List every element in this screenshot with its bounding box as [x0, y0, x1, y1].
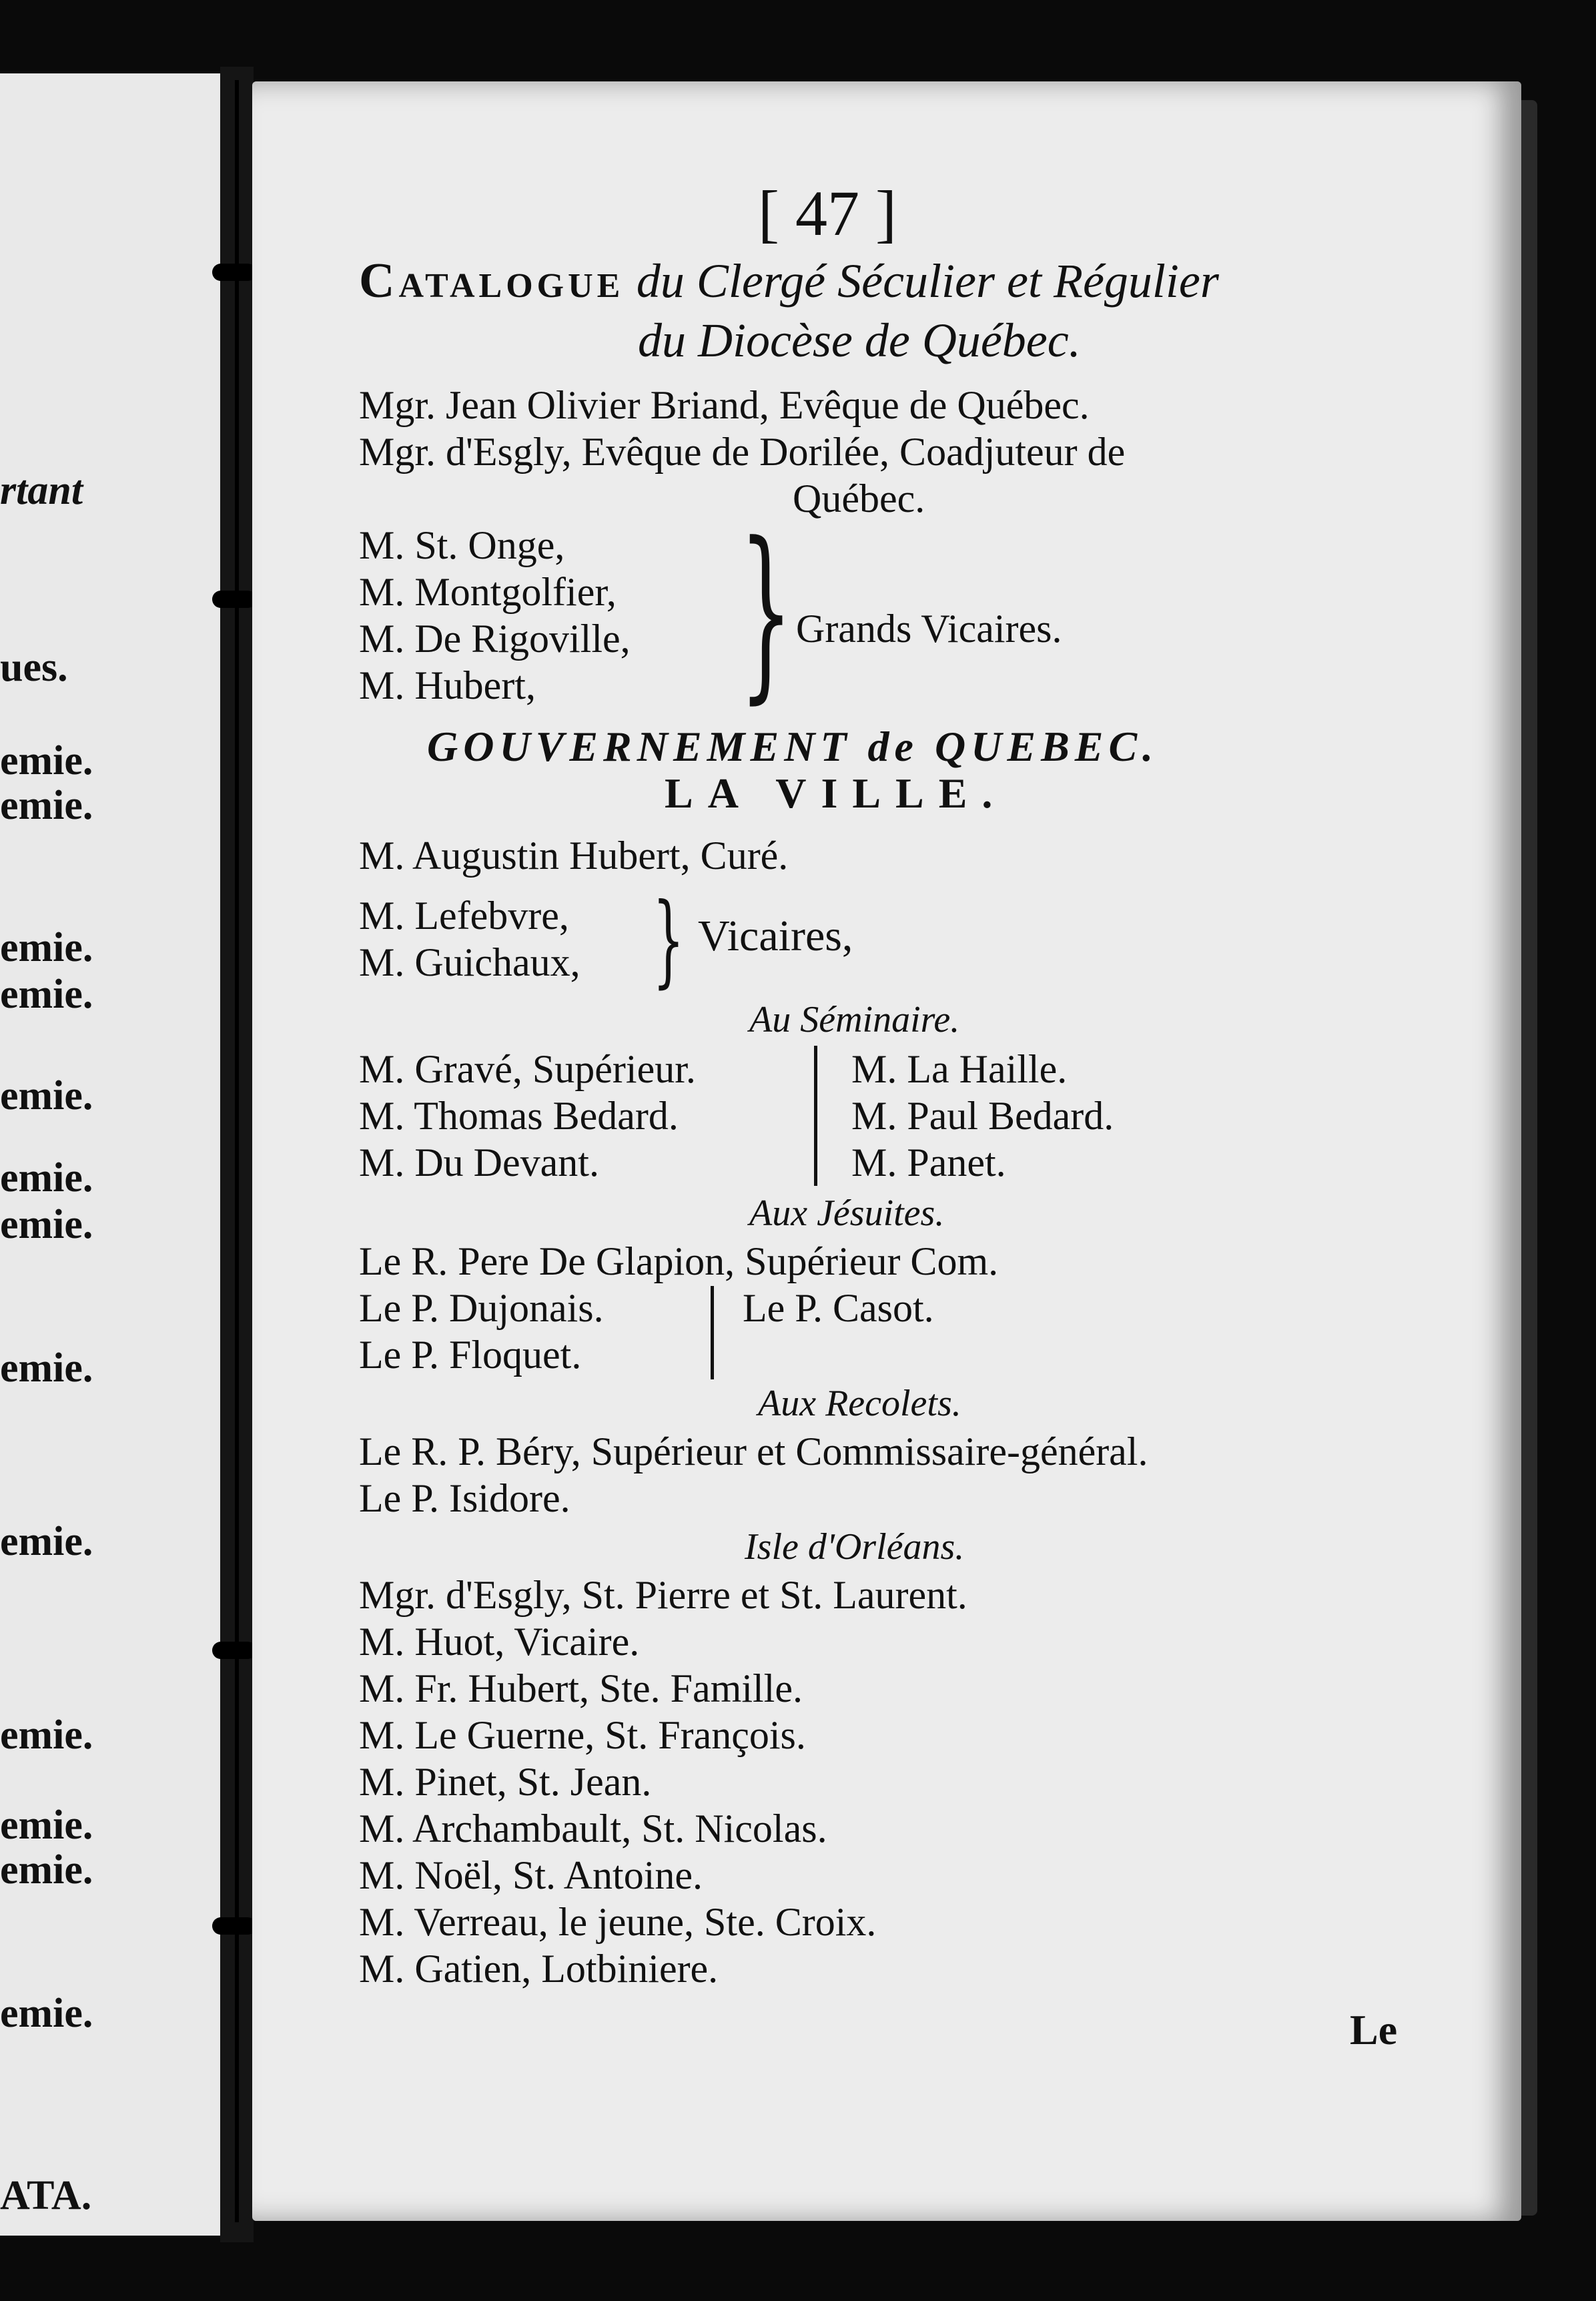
vicaire-name: M. Lefebvre,: [359, 894, 569, 938]
jesuites-heading: Aux Jésuites.: [749, 1193, 945, 1234]
recolet-member: Le P. Isidore.: [359, 1476, 570, 1520]
left-page-fragment: [0, 73, 220, 2236]
left-fragment-word: emie.: [0, 1991, 93, 2036]
binding-stitch: [212, 1642, 256, 1659]
seminaire-heading: Au Séminaire.: [749, 999, 960, 1040]
recolet-member: Le R. P. Béry, Supérieur et Commissaire-général.: [359, 1429, 1148, 1473]
title-prefix: Catalogue: [359, 254, 625, 308]
orleans-line: M. Gatien, Lotbiniere.: [359, 1947, 719, 1991]
catalogue-title: [359, 256, 1219, 306]
binding-stitch: [212, 264, 256, 281]
seminaire-member: M. Paul Bedard.: [851, 1094, 1114, 1138]
grand-vicar-name: M. St. Onge,: [359, 523, 565, 567]
left-fragment-word: emie.: [0, 1345, 93, 1391]
orleans-heading: Isle d'Orléans.: [745, 1526, 965, 1568]
government-heading: GOUVERNEMENT de QUEBEC.: [427, 723, 1159, 770]
bishop-line: Mgr. Jean Olivier Briand, Evêque de Québec.: [359, 383, 1090, 427]
left-fragment-word: ues.: [0, 645, 68, 690]
left-fragment-word: emie.: [0, 1712, 93, 1758]
bishop-line: Mgr. d'Esgly, Evêque de Dorilée, Coadjuteur de: [359, 430, 1126, 474]
vicaire-label: Vicaires,: [698, 912, 853, 960]
grand-vicar-label: Grands Vicaires.: [796, 607, 1062, 651]
orleans-line: M. Archambault, St. Nicolas.: [359, 1806, 827, 1851]
binding-thread: [235, 80, 239, 2222]
page-number: [ 47 ]: [758, 178, 897, 249]
orleans-line: M. Le Guerne, St. François.: [359, 1713, 806, 1757]
city-heading: LA VILLE.: [665, 769, 1008, 817]
orleans-line: M. Verreau, le jeune, Ste. Croix.: [359, 1900, 877, 1944]
orleans-line: M. Noël, St. Antoine.: [359, 1853, 703, 1897]
brace: }: [653, 882, 685, 998]
left-fragment-word: emie.: [0, 1802, 93, 1848]
column-rule: [814, 1046, 817, 1186]
jesuite-member: Le P. Dujonais.: [359, 1286, 604, 1330]
cure-line: M. Augustin Hubert, Curé.: [359, 834, 789, 878]
left-fragment-word: emie.: [0, 972, 93, 1017]
seminaire-member: M. Panet.: [851, 1140, 1006, 1185]
left-fragment-word: ATA.: [0, 2173, 92, 2218]
seminaire-member: M. Gravé, Supérieur.: [359, 1047, 696, 1091]
binding-stitch: [212, 591, 256, 608]
orleans-line: M. Huot, Vicaire.: [359, 1620, 640, 1664]
page: [252, 81, 1521, 2221]
orleans-line: M. Pinet, St. Jean.: [359, 1760, 652, 1804]
title-line-2: du Diocèse de Québec.: [638, 314, 1081, 367]
left-fragment-word: emie.: [0, 925, 93, 970]
catchword: Le: [1350, 2006, 1398, 2053]
seminaire-member: M. Du Devant.: [359, 1140, 599, 1185]
left-fragment-word: emie.: [0, 1073, 93, 1118]
bishop-line: Québec.: [793, 476, 925, 521]
grand-vicar-name: M. De Rigoville,: [359, 617, 631, 661]
grand-vicar-name: M. Hubert,: [359, 663, 536, 707]
jesuites-superior: Le R. Pere De Glapion, Supérieur Com.: [359, 1239, 999, 1283]
seminaire-member: M. La Haille.: [851, 1047, 1068, 1091]
left-fragment-word: rtant: [0, 468, 83, 513]
seminaire-member: M. Thomas Bedard.: [359, 1094, 679, 1138]
recolets-heading: Aux Recolets.: [758, 1383, 961, 1424]
vicaire-name: M. Guichaux,: [359, 940, 580, 984]
left-fragment-word: emie.: [0, 1847, 93, 1893]
orleans-line: M. Fr. Hubert, Ste. Famille.: [359, 1666, 803, 1710]
jesuite-member: Le P. Floquet.: [359, 1333, 582, 1377]
left-fragment-word: emie.: [0, 1155, 93, 1201]
jesuite-member: Le P. Casot.: [743, 1286, 934, 1330]
left-fragment-word: emie.: [0, 1519, 93, 1564]
column-rule: [711, 1286, 714, 1379]
grand-vicar-name: M. Montgolfier,: [359, 570, 617, 614]
left-fragment-word: emie.: [0, 738, 93, 783]
brace: }: [739, 503, 793, 721]
title-line-1: du Clergé Séculier et Régulier: [636, 254, 1219, 308]
left-fragment-word: emie.: [0, 783, 93, 828]
binding-stitch: [212, 1917, 256, 1935]
orleans-line: Mgr. d'Esgly, St. Pierre et St. Laurent.: [359, 1573, 967, 1617]
left-fragment-word: emie.: [0, 1202, 93, 1247]
